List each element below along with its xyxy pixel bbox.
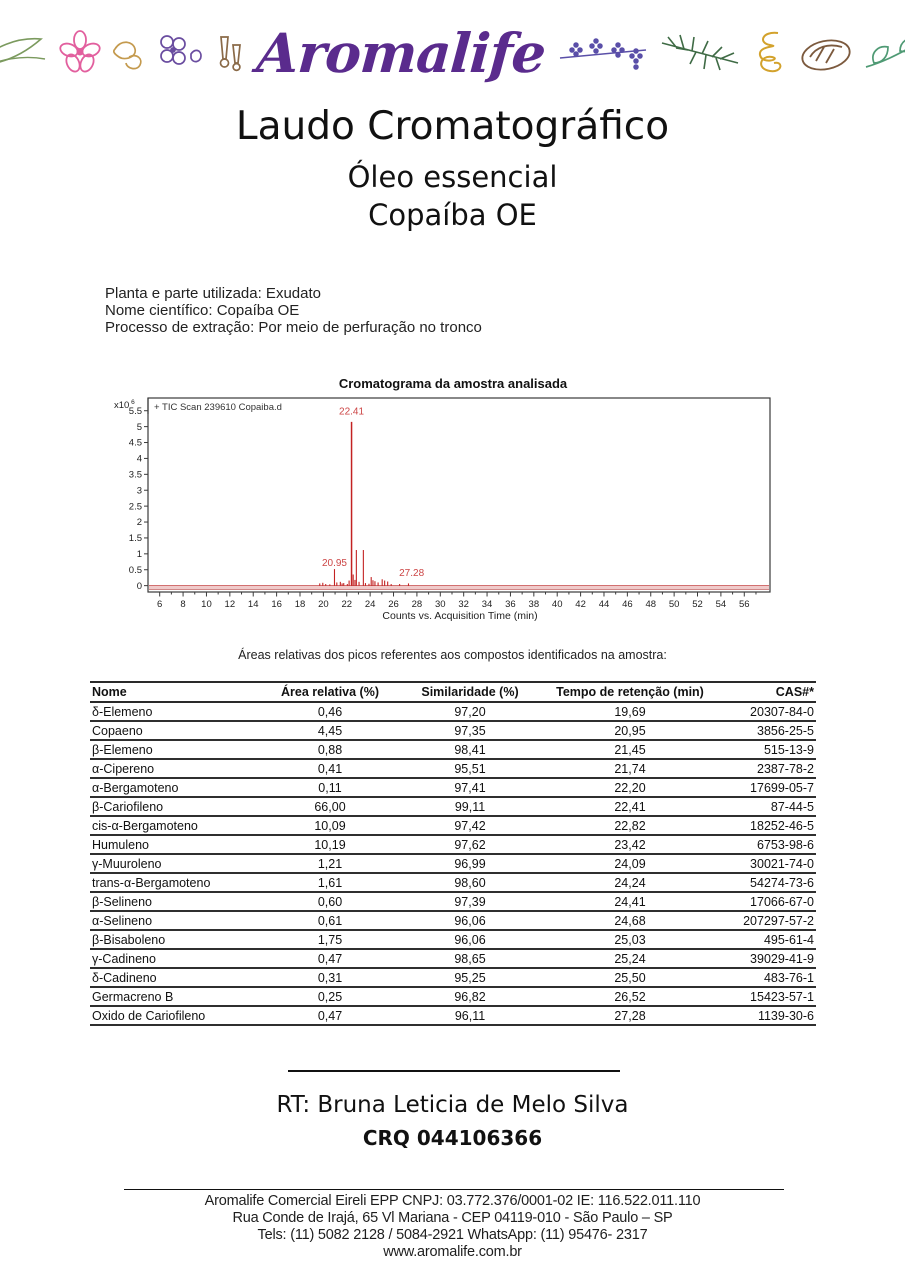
table-cell: 0,60 — [260, 892, 400, 911]
table-cell: 95,51 — [400, 759, 540, 778]
table-header-cell: Tempo de retenção (min) — [540, 682, 720, 702]
x-tick-label: 50 — [668, 599, 680, 610]
table-cell: 24,09 — [540, 854, 720, 873]
table-cell: 1139-30-6 — [720, 1006, 816, 1025]
purple-flowers-icon — [153, 30, 205, 76]
table-cell: 6753-98-6 — [720, 835, 816, 854]
sample-info-scientific-name: Nome científico: Copaíba OE — [105, 302, 300, 319]
peak-label: 22.41 — [339, 406, 365, 418]
green-leaves-icon — [860, 27, 905, 79]
table-row — [90, 721, 816, 740]
table-cell: 22,41 — [540, 797, 720, 816]
table-cell: Oxido de Cariofileno — [90, 1006, 260, 1025]
table-cell: γ-Muuroleno — [90, 854, 260, 873]
table-cell: β-Elemeno — [90, 740, 260, 759]
table-cell: 66,00 — [260, 797, 400, 816]
table-cell: 54274-73-6 — [720, 873, 816, 892]
table-cell: 15423-57-1 — [720, 987, 816, 1006]
sample-info — [105, 285, 482, 336]
peak-label: 20.95 — [321, 557, 347, 569]
table-row — [90, 1006, 816, 1025]
table-cell: γ-Cadineno — [90, 949, 260, 968]
table-cell: 27,28 — [540, 1006, 720, 1025]
table-cell: α-Selineno — [90, 911, 260, 930]
x-tick-label: 6 — [157, 599, 163, 610]
table-row — [90, 702, 816, 721]
table-cell: 0,47 — [260, 1006, 400, 1025]
table-cell: 96,06 — [400, 930, 540, 949]
x-tick-label: 52 — [692, 599, 703, 610]
table-header-cell: Nome — [90, 682, 260, 702]
table-cell: 17699-05-7 — [720, 778, 816, 797]
y-tick-label: 1.5 — [128, 533, 142, 545]
table-cell: 96,82 — [400, 987, 540, 1006]
table-cell: 20,95 — [540, 721, 720, 740]
peak-label: 27.28 — [399, 568, 425, 580]
x-tick-label: 22 — [341, 599, 353, 610]
pink-flower-icon — [59, 30, 101, 76]
table-row — [90, 854, 816, 873]
x-tick-label: 44 — [598, 599, 610, 610]
table-cell: 23,42 — [540, 835, 720, 854]
x-tick-label: 16 — [271, 599, 282, 610]
table-cell: 1,75 — [260, 930, 400, 949]
table-cell: 10,19 — [260, 835, 400, 854]
x-tick-label: 46 — [622, 599, 633, 610]
table-cell: 21,45 — [540, 740, 720, 759]
table-cell: δ-Cadineno — [90, 968, 260, 987]
table-cell: 25,24 — [540, 949, 720, 968]
table-row — [90, 949, 816, 968]
table-cell: 0,41 — [260, 759, 400, 778]
table-cell: 0,46 — [260, 702, 400, 721]
table-row — [90, 892, 816, 911]
table-cell: 97,20 — [400, 702, 540, 721]
sample-info-plant: Planta e parte utilizada: Exudato — [105, 285, 321, 302]
table-cell: 26,52 — [540, 987, 720, 1006]
signature-line — [288, 1070, 620, 1072]
table-cell: 96,11 — [400, 1006, 540, 1025]
y-tick-label: 2 — [136, 517, 142, 529]
table-cell: α-Bergamoteno — [90, 778, 260, 797]
table-cell: 0,11 — [260, 778, 400, 797]
y-tick-label: 2.5 — [128, 501, 142, 513]
table-cell: 98,60 — [400, 873, 540, 892]
footer-address: Rua Conde de Irajá, 65 Vl Mariana - CEP 04119-010 - São Paulo – SP — [232, 1210, 673, 1226]
table-cell: 24,24 — [540, 873, 720, 892]
x-tick-label: 48 — [645, 599, 657, 610]
table-cell: 1,21 — [260, 854, 400, 873]
table-header-cell: Área relativa (%) — [260, 682, 400, 702]
baseline-band — [149, 586, 769, 589]
table-cell: 3856-25-5 — [720, 721, 816, 740]
page-title: Laudo Cromatográfico — [235, 104, 670, 149]
table-cell: 0,47 — [260, 949, 400, 968]
table-row — [90, 816, 816, 835]
nutmeg-icon — [798, 31, 854, 75]
table-cell: β-Cariofileno — [90, 797, 260, 816]
plot-border — [148, 398, 770, 592]
y-tick-label: 3 — [136, 485, 142, 497]
table-cell: 97,62 — [400, 835, 540, 854]
table-row — [90, 835, 816, 854]
x-tick-label: 34 — [481, 599, 493, 610]
spiral-shell-icon — [748, 27, 792, 79]
x-tick-label: 28 — [411, 599, 423, 610]
table-cell: 515-13-9 — [720, 740, 816, 759]
table-cell: 0,61 — [260, 911, 400, 930]
table-row — [90, 873, 816, 892]
table-cell: 0,25 — [260, 987, 400, 1006]
page-subtitle-type: Óleo essencial — [347, 160, 558, 194]
compound-table — [90, 681, 816, 1026]
table-cell: 87-44-5 — [720, 797, 816, 816]
table-row — [90, 911, 816, 930]
y-tick-label: 0.5 — [128, 564, 142, 576]
table-note: Áreas relativas dos picos referentes aos compostos identificados na amostra: — [238, 648, 667, 662]
x-tick-label: 14 — [247, 599, 259, 610]
footer — [0, 1193, 905, 1261]
x-tick-label: 12 — [224, 599, 236, 610]
table-cell: 22,20 — [540, 778, 720, 797]
x-tick-label: 54 — [715, 599, 727, 610]
table-cell: Humuleno — [90, 835, 260, 854]
table-cell: 96,06 — [400, 911, 540, 930]
table-cell: 0,88 — [260, 740, 400, 759]
table-cell: trans-α-Bergamoteno — [90, 873, 260, 892]
table-header-row — [90, 682, 816, 702]
x-tick-label: 26 — [388, 599, 399, 610]
table-cell: 97,39 — [400, 892, 540, 911]
table-cell: 25,50 — [540, 968, 720, 987]
crq-number: CRQ 044106366 — [362, 1126, 543, 1150]
compound-table-head — [90, 682, 816, 702]
x-tick-label: 30 — [435, 599, 446, 610]
footer-company-cnpj: Aromalife Comercial Eireli EPP CNPJ: 03.772.376/0001-02 IE: 116.522.011.110 — [204, 1193, 701, 1209]
table-cell: α-Cipereno — [90, 759, 260, 778]
footer-divider — [124, 1189, 784, 1190]
table-cell: 39029-41-9 — [720, 949, 816, 968]
footer-website: www.aromalife.com.br — [383, 1244, 522, 1260]
chromatogram-chart — [108, 390, 788, 630]
y-tick-label: 5.5 — [128, 405, 142, 417]
x-tick-label: 36 — [505, 599, 516, 610]
table-row — [90, 759, 816, 778]
x-tick-label: 56 — [738, 599, 750, 610]
x-tick-label: 24 — [364, 599, 376, 610]
compound-table-body — [90, 702, 816, 1025]
table-cell: 21,74 — [540, 759, 720, 778]
table-cell: 4,45 — [260, 721, 400, 740]
footer-phones: Tels: (11) 5082 2128 / 5084-2921 WhatsApp: (11) 95476- 2317 — [257, 1227, 648, 1243]
cloves-icon — [211, 31, 247, 75]
chart-title: Cromatograma da amostra analisada — [338, 376, 568, 391]
table-cell: 98,41 — [400, 740, 540, 759]
table-cell: 97,35 — [400, 721, 540, 740]
table-cell: 22,82 — [540, 816, 720, 835]
x-tick-label: 42 — [575, 599, 586, 610]
table-cell: Germacreno B — [90, 987, 260, 1006]
table-cell: β-Selineno — [90, 892, 260, 911]
page-subtitle-product: Copaíba OE — [368, 198, 537, 232]
table-cell: 0,31 — [260, 968, 400, 987]
table-cell: 96,99 — [400, 854, 540, 873]
rosemary-branch-icon — [658, 29, 742, 77]
sample-info-extraction: Processo de extração: Por meio de perfuração no tronco — [105, 319, 482, 336]
chart-legend: + TIC Scan 239610 Copaiba.d — [154, 402, 282, 413]
table-cell: 98,65 — [400, 949, 540, 968]
table-cell: 10,09 — [260, 816, 400, 835]
table-cell: 17066-67-0 — [720, 892, 816, 911]
table-cell: 1,61 — [260, 873, 400, 892]
table-cell: 24,41 — [540, 892, 720, 911]
logo — [0, 21, 905, 85]
y-tick-label: 0 — [136, 580, 142, 592]
table-cell: 30021-74-0 — [720, 854, 816, 873]
table-cell: 18252-46-5 — [720, 816, 816, 835]
chromatogram-plot — [108, 390, 788, 630]
seeds-icon — [107, 33, 147, 73]
table-cell: 24,68 — [540, 911, 720, 930]
table-cell: Copaeno — [90, 721, 260, 740]
table-cell: 20307-84-0 — [720, 702, 816, 721]
table-cell: 2387-78-2 — [720, 759, 816, 778]
lavender-icon — [556, 28, 652, 78]
table-cell: cis-α-Bergamoteno — [90, 816, 260, 835]
x-tick-label: 8 — [180, 599, 186, 610]
x-tick-label: 40 — [551, 599, 563, 610]
table-cell: 483-76-1 — [720, 968, 816, 987]
x-tick-label: 18 — [294, 599, 306, 610]
eucalyptus-leaves-icon — [0, 29, 53, 77]
table-cell: 19,69 — [540, 702, 720, 721]
table-cell: 99,11 — [400, 797, 540, 816]
x-tick-label: 38 — [528, 599, 540, 610]
table-cell: 207297-57-2 — [720, 911, 816, 930]
table-cell: 495-61-4 — [720, 930, 816, 949]
table-row — [90, 797, 816, 816]
y-tick-label: 3.5 — [128, 469, 142, 481]
table-cell: 95,25 — [400, 968, 540, 987]
table-row — [90, 968, 816, 987]
table-cell: 25,03 — [540, 930, 720, 949]
table-row — [90, 930, 816, 949]
x-tick-label: 10 — [201, 599, 212, 610]
chart-x-axis-label: Counts vs. Acquisition Time (min) — [382, 610, 538, 622]
y-tick-label: 5 — [136, 421, 142, 433]
y-tick-label: 4 — [136, 453, 142, 465]
y-scale-label: x10 $^6$ — [114, 399, 135, 411]
table-cell: 97,41 — [400, 778, 540, 797]
table-row — [90, 740, 816, 759]
y-tick-label: 4.5 — [128, 437, 142, 449]
table-cell: 97,42 — [400, 816, 540, 835]
brand-wordmark: Aromalife — [255, 21, 548, 85]
table-row — [90, 778, 816, 797]
table-cell: δ-Elemeno — [90, 702, 260, 721]
table-header-cell: CAS#* — [720, 682, 816, 702]
x-tick-label: 32 — [458, 599, 469, 610]
table-cell: β-Bisaboleno — [90, 930, 260, 949]
table-header-cell: Similaridade (%) — [400, 682, 540, 702]
responsible-technician: RT: Bruna Leticia de Melo Silva — [276, 1092, 629, 1118]
y-tick-label: 1 — [136, 549, 142, 561]
x-tick-label: 20 — [318, 599, 329, 610]
table-row — [90, 987, 816, 1006]
